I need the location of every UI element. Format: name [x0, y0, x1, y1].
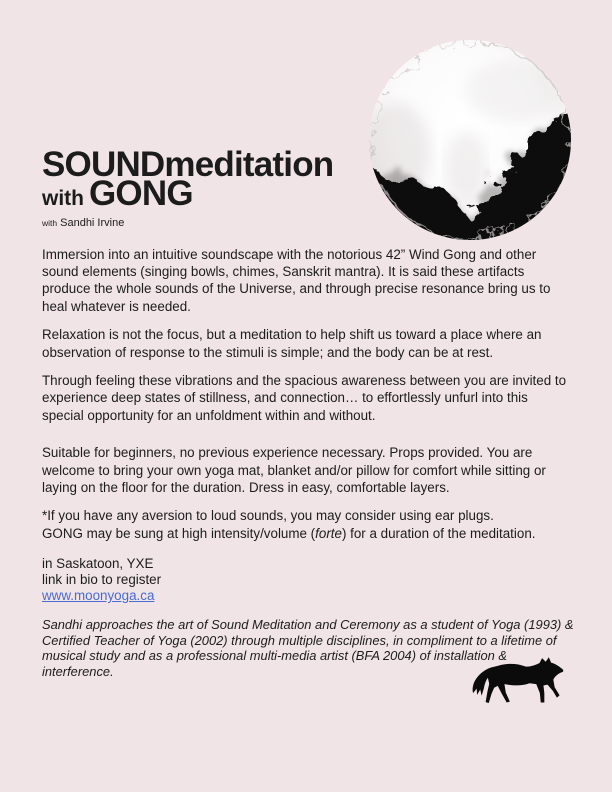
location-line: in Saskatoon, YXE: [42, 556, 154, 572]
title-with: with: [42, 187, 84, 211]
note-volume-post: ) for a duration of the meditation.: [341, 525, 536, 541]
wolf-silhouette-icon: [466, 655, 568, 707]
register-line: link in bio to register: [42, 572, 162, 588]
website-link[interactable]: www.moonyoga.ca: [42, 588, 155, 604]
byline-prefix: with: [42, 217, 58, 228]
page-title: [42, 145, 572, 214]
bio-paragraph: Sandhi approaches the art of Sound Meditation and Ceremony as a student of Yoga (1993) & Certified Teacher of Yoga (2002) through multiple disciplines, in compliment to a lifetime of musical study and as a professional multi-media artist (BFA 2004) of installation & interference.: [42, 617, 574, 680]
flyer-content: [42, 145, 574, 691]
title-meditation: meditation: [164, 145, 334, 184]
paragraph-vibrations: Through feeling these vibrations and the spacious awareness between you are invited to experience deep states of stillness, and connection… to effortlessly unfurl into this special opportunity for an unfoldment within and without.: [42, 373, 567, 423]
note-earplugs: *If you have any aversion to loud sounds, you may consider using ear plugs.: [42, 508, 494, 524]
contact-block: [42, 556, 572, 604]
note-volume: [42, 525, 572, 542]
paragraph-relaxation: Relaxation is not the focus, but a meditation to help shift us toward a place where an observation of response to the stimuli is simple; and the body can be at rest.: [42, 327, 542, 360]
title-sound: SOUND: [42, 145, 165, 184]
note-forte: forte: [315, 525, 342, 541]
paragraph-note: [42, 507, 572, 542]
paragraph-suitability: Suitable for beginners, no previous experience necessary. Props provided. You are welcome to bring your own yoga mat, blanket and/or pillow for comfort while sitting or laying on the floor for the duration. Dress in easy, comfortable layers.: [42, 445, 546, 496]
byline: [42, 217, 572, 229]
note-volume-pre: GONG may be sung at high intensity/volume (: [42, 525, 316, 541]
title-gong: GONG: [89, 174, 193, 214]
byline-name: Sandhi Irvine: [60, 216, 125, 229]
paragraph-immersion: Immersion into an intuitive soundscape with the notorious 42” Wind Gong and other sound elements (singing bowls, chimes, Sanskrit mantra). It is said these artifacts produce the whole sounds of the Universe, and through precise resonance bring us to heal whatever is needed.: [42, 246, 551, 314]
